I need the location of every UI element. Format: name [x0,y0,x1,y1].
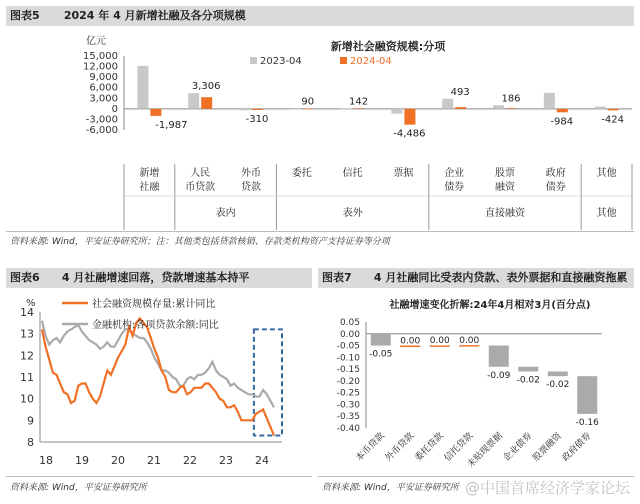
fig5-category-label-line2: 社融 [139,182,160,193]
fig5-header [6,6,634,26]
fig5-category-label-line1: 票据 [393,168,414,179]
fig7-bar [489,346,509,367]
fig5-legend-swatch-2023 [250,57,257,64]
fig5-category-label-line2: 债券 [545,182,566,193]
fig5-source: 资料来源: Wind，平安证券研究所；注：其他类包括贷款核销、存款类机构资产支持证券等分项 [10,237,390,247]
fig7-category-label: 未贴现票据 [465,431,505,470]
fig5-legend-2024: 2024-04 [350,56,392,67]
fig5-bar-2024 [303,109,314,110]
fig5-category-label-line2: 贷款 [241,182,261,193]
fig5-ytick: -3,000 [85,114,118,126]
fig7-ytick: -0.25 [336,388,360,399]
fig6-header [6,268,312,288]
fig5-category-label-line2: 币贷款 [185,182,216,193]
fig6-xtick: 19 [75,454,89,467]
fig5-category-label-line1: 外币 [241,168,261,179]
fig5-category-label-line1: 信托 [342,168,363,179]
fig5-header-num: 图表5 [10,9,40,22]
fig7-bar [518,367,538,372]
fig7-category-label: 信托贷款 [442,431,476,464]
fig6-header-num: 图表6 [10,271,40,284]
fig5-category-label-line1: 委托 [291,168,312,179]
fig7-header-num: 图表7 [322,271,352,284]
fig5-ytick: 3,000 [89,93,118,105]
fig7-ytick: 0.00 [339,329,360,340]
fig7-category-label: 企业债券 [501,431,535,464]
fig7-source: 资料来源: Wind，平安证券研究所 [322,483,459,493]
fig5-rule [6,231,634,232]
fig5-ytick: 9,000 [89,72,118,84]
fig5-bar-2023 [239,109,250,110]
fig5-ytick: 6,000 [89,82,118,94]
fig5-category-label-line1: 企业 [444,168,465,179]
fig5-category-label-line2: 债券 [444,182,465,193]
fig5-group-label: 表内 [215,208,236,219]
fig6-ytick: 10 [20,392,34,406]
fig5-title: 新增社会融资规模:分项 [330,40,446,53]
fig5-bar-2024 [404,109,415,125]
fig7-ytick: -0.40 [336,424,360,434]
fig5-data-label: -1,987 [155,119,188,131]
fig6-legend-1: 金融机构:各项贷款余额:同比 [92,320,219,331]
fig7-category-label: 外币贷款 [383,431,417,464]
fig5-bar-2024 [455,107,466,109]
fig5-bar-2023 [391,109,402,114]
fig5-data-label: 90 [301,96,315,108]
fig5-bar-2023 [341,109,352,110]
fig7-header-title: 4 月社融同比受表内贷款、表外票据和直接融资拖累 [373,271,628,284]
fig6-xtick: 21 [147,454,161,467]
fig5-ylabel: 亿元 [86,36,106,47]
fig5-bar-2024 [354,108,365,109]
fig5-group-label: 表外 [342,208,363,219]
fig6-ytick: 8 [27,436,34,449]
fig7-data-label: 0.00 [459,335,480,346]
fig6-xtick: 18 [39,454,53,467]
fig6-xtick: 24 [255,454,269,467]
fig7-ytick: -0.05 [336,341,360,352]
fig7-ytick: -0.15 [336,365,360,376]
fig5-group-label: 直接融资 [485,208,525,219]
fig7-data-label: -0.16 [575,417,599,428]
fig5-bar-2023 [290,109,301,110]
fig7-data-label: -0.02 [546,380,570,391]
fig7-category-label: 股票融资 [531,431,564,464]
fig5-bar-2024 [252,109,263,110]
fig7-chart [318,290,640,474]
fig7-title: 社融增速变化折解:24年4月相对3月(百分点) [389,300,591,311]
fig7-header [318,268,634,288]
fig5-legend-2023: 2023-04 [260,56,302,67]
fig6-ytick: 11 [20,371,34,384]
fig6-chart [0,290,318,470]
fig7-bar [548,371,568,376]
fig5-ytick: 0 [111,103,118,115]
fig5-category-label-line1: 股票 [495,168,515,179]
fig6-ytick: 9 [27,414,34,428]
fig5-data-label: 142 [349,96,369,108]
fig7-ytick: -0.30 [336,400,360,411]
fig5-category-label-line2: 融资 [495,182,515,193]
fig5-data-label: -4,486 [393,128,426,140]
fig5-bar-2024 [608,109,619,110]
fig6-ytick: 12 [20,349,34,363]
fig5-bar-2023 [544,93,555,109]
fig6-xtick: 23 [219,454,233,467]
fig5-category-label-line1: 人民 [190,168,211,179]
fig7-data-label: 0.00 [429,336,450,347]
fig6-series-line-0 [42,319,274,436]
fig5-bar-2023 [137,66,148,109]
fig7-data-label: 0.00 [400,336,421,347]
fig5-legend-swatch-2024 [340,57,347,64]
fig5-group-label: 其他 [596,208,617,219]
fig5-ytick: -6,000 [85,125,118,136]
fig6-xtick: 22 [183,454,197,467]
fig5-bar-2023 [595,107,606,109]
fig7-category-label: 政府债券 [560,431,594,464]
fig5-header-title: 2024 年 4 月新增社融及各分项规模 [63,9,246,22]
fig5-data-label: 493 [450,86,470,98]
fig5-data-label: -984 [550,116,574,128]
fig5-bar-2023 [442,99,453,109]
fig5-category-label-line1: 其他 [596,168,617,179]
fig5-bar-2024 [506,108,517,109]
fig5-bar-2023 [493,105,504,109]
fig6-xtick: 20 [111,454,125,467]
fig7-bar [577,376,597,414]
fig5-chart [0,28,640,230]
fig7-data-label: -0.09 [487,370,511,381]
fig5-data-label: 3,306 [191,81,221,93]
fig5-data-label: -310 [245,113,269,125]
fig7-bar [371,334,391,346]
fig7-data-label: -0.05 [369,349,393,360]
fig7-ytick: -0.35 [336,412,360,423]
fig7-category-label: 本币贷款 [354,431,387,464]
fig7-data-label: -0.02 [516,375,540,386]
fig5-bar-2024 [150,109,161,116]
fig6-ylabel: % [26,298,36,309]
fig5-category-label-line1: 政府 [545,168,566,179]
fig5-bar-2024 [201,97,212,109]
fig7-ytick: -0.10 [336,353,360,364]
fig6-legend-0: 社会融资规模存量:累计同比 [92,299,216,310]
fig6-ytick: 13 [20,327,34,341]
fig6-rule [6,476,312,477]
fig5-data-label: -424 [601,114,624,126]
fig6-source: 资料来源: Wind，平安证券研究所 [10,483,147,493]
fig5-category-label-line1: 新增 [139,168,160,179]
fig5-data-label: 186 [501,93,521,105]
fig5-bar-2024 [557,109,568,112]
fig7-ytick: -0.20 [336,376,360,387]
fig7-category-label: 委托贷款 [413,431,446,464]
fig7-ytick: 0.05 [339,318,360,328]
fig5-bar-2023 [188,93,199,109]
watermark: @中国首席经济学家论坛 [464,479,630,497]
fig6-header-title: 4 月社融增速回落，贷款增速基本持平 [61,271,250,284]
fig6-ytick: 14 [20,306,34,319]
fig5-ytick: 15,000 [83,51,118,62]
fig5-ytick: 12,000 [83,61,118,73]
